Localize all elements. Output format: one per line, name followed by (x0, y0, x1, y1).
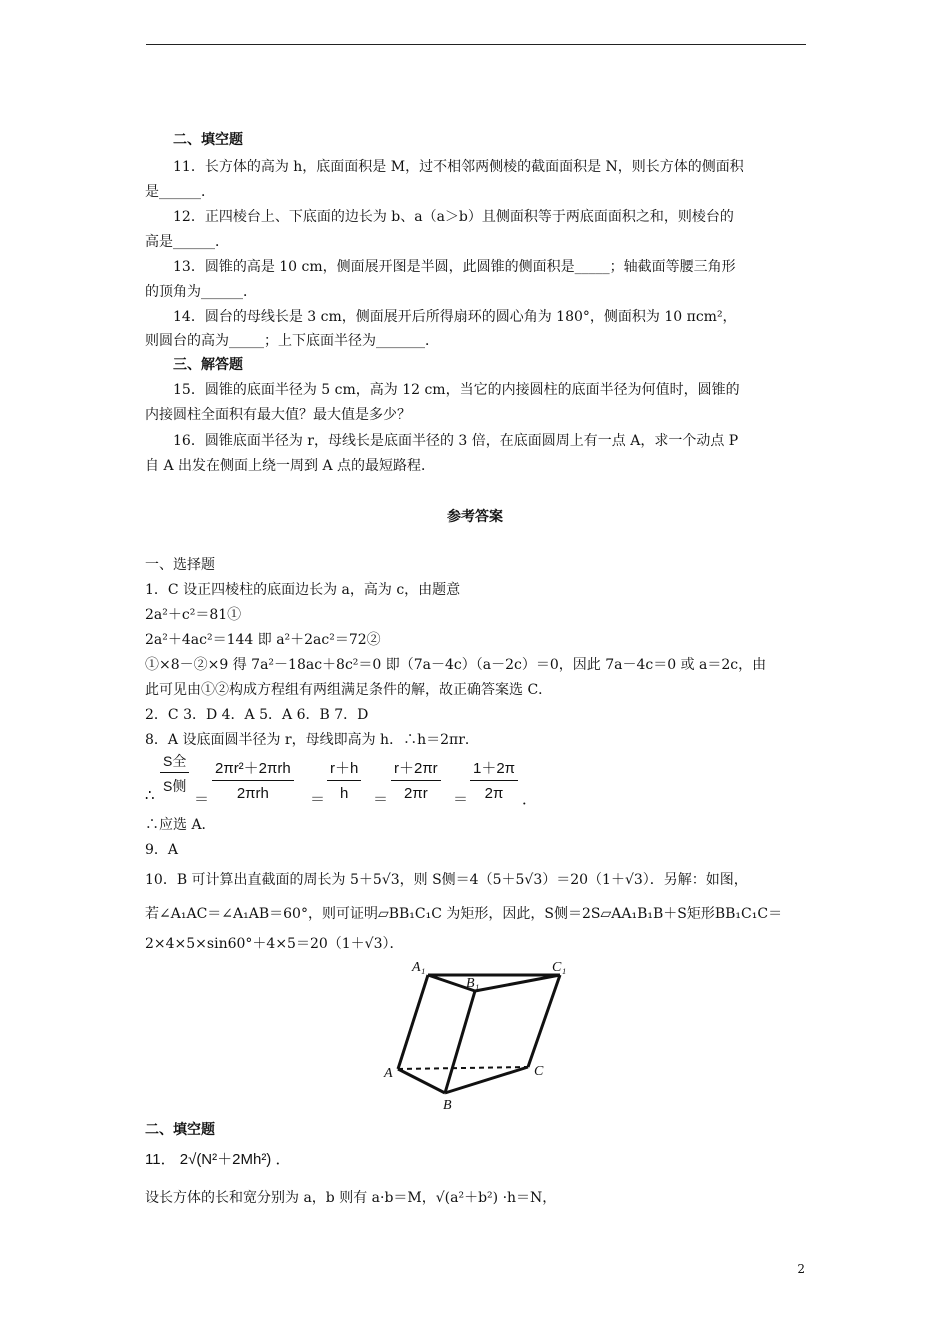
fraction-2 (212, 760, 294, 803)
fraction-5-numerator: 1＋2π (470, 760, 518, 781)
label-b1: B₁ (466, 976, 480, 991)
edge-b1-c1 (475, 975, 560, 991)
fraction-4-denominator: 2πr (404, 785, 428, 802)
label-b: B (443, 1098, 452, 1113)
answer-1-line1: 1．C 设正四棱柱的底面边长为 a，高为 c，由题意 (145, 582, 461, 598)
question-13-line2: 的顶角为______． (145, 284, 257, 300)
answer-1-line4: ①×8－②×9 得 7a²－18ac＋8c²＝0 即（7a－4c）（a－2c）＝0，因此 7a－4c＝0 或 a＝2c，由 (145, 657, 767, 673)
answer-9: 9．A (145, 842, 179, 858)
equals-sign-3: ＝ (373, 790, 389, 808)
section-title-solve: 三、解答题 (173, 357, 243, 373)
label-a1: A₁ (412, 960, 426, 975)
label-c1: C₁ (552, 960, 567, 975)
fraction-2-denominator: 2πrh (236, 785, 269, 802)
edge-c-c1 (528, 975, 560, 1067)
edge-a-c-hidden (398, 1067, 528, 1069)
answer-10-line2: 若∠A₁AC＝∠A₁AB＝60°，则可证明▱BB₁C₁C 为矩形，因此，S侧＝2S▱AA₁B₁B＋S矩形BB₁C₁C＝ (145, 906, 783, 922)
answer-1-line2: 2a²＋c²＝81① (145, 607, 242, 623)
fraction-4-numerator: r＋2πr (391, 760, 441, 781)
therefore-symbol: ∴ (145, 786, 155, 804)
fraction-2-numerator: 2πr²＋2πrh (212, 760, 294, 781)
edge-a-b (398, 1069, 445, 1093)
fraction-3-denominator: h (340, 785, 349, 802)
question-12-line1: 12．正四棱台上、下底面的边长为 b、a（a＞b）且侧面积等于两底面面积之和，则棱台的 (173, 209, 734, 225)
fraction-3 (327, 760, 361, 803)
equals-sign-4: ＝ (453, 790, 469, 808)
answer-11-explanation: 设长方体的长和宽分别为 a，b 则有 a·b＝M，√(a²＋b²) ·h＝N， (145, 1190, 557, 1206)
answers-2-to-7: 2．C 3．D 4．A 5．A 6．B 7．D (145, 707, 369, 723)
answer-11-formula: 11． 2√(N²＋2Mh²) ． (145, 1151, 291, 1168)
question-16-line2: 自 A 出发在侧面上绕一周到 A 点的最短路程． (145, 458, 436, 474)
question-14-line1: 14．圆台的母线长是 3 cm，侧面展开后所得扇环的圆心角为 180°，侧面积为 10 πcm²， (173, 309, 737, 325)
fraction-5 (470, 760, 518, 803)
answer-1-line5: 此可见由①②构成方程组有两组满足条件的解，故正确答案选 C． (145, 682, 553, 698)
equals-sign-2: ＝ (310, 790, 326, 808)
header-rule (146, 44, 806, 45)
fraction-line-end: ． (522, 790, 538, 808)
label-a: A (384, 1066, 393, 1081)
answer-1-line3: 2a²＋4ac²＝144 即 a²＋2ac²＝72② (145, 632, 381, 648)
label-c: C (534, 1064, 544, 1079)
section-title-fill-in: 二、填空题 (173, 132, 243, 148)
page-number: 2 (797, 1262, 805, 1276)
question-15-line1: 15．圆锥的底面半径为 5 cm，高为 12 cm，当它的内接圆柱的底面半径为何值时，圆锥的 (173, 382, 740, 398)
question-14-line2: 则圆台的高为_____；上下底面半径为_______． (145, 333, 439, 349)
fraction-4 (391, 760, 441, 803)
fraction-5-denominator: 2π (484, 785, 504, 802)
answer-8-line1: 8．A 设底面圆半径为 r，母线即高为 h．∴h＝2πr． (145, 732, 479, 748)
equals-sign-1: ＝ (194, 790, 210, 808)
question-12-line2: 高是______． (145, 234, 229, 250)
fraction-3-numerator: r＋h (327, 760, 361, 781)
fraction-area-ratio (160, 752, 189, 795)
answers-title: 参考答案 (447, 509, 503, 525)
prism-figure (380, 955, 580, 1115)
answer-10-line1: 10．B 可计算出直截面的周长为 5＋5√3，则 S侧＝4（5＋5√3）＝20（1＋√3）．另解：如图， (145, 872, 748, 888)
answer-10-line3: 2×4×5×sin60°＋4×5＝20（1＋√3）． (145, 936, 404, 952)
edge-b-b1 (445, 991, 475, 1093)
question-11-line1: 11．长方体的高为 h，底面面积是 M，过不相邻两侧棱的截面面积是 N，则长方体的侧面积 (173, 159, 744, 175)
fraction-1-denominator: S侧 (163, 778, 187, 794)
answer-8-conclusion: ∴应选 A． (145, 817, 216, 833)
answer-section-fill-in: 二、填空题 (145, 1122, 215, 1138)
question-15-line2: 内接圆柱全面积有最大值？最大值是多少？ (145, 407, 411, 423)
question-13-line1: 13．圆锥的高是 10 cm，侧面展开图是半圆，此圆锥的侧面积是_____；轴截面等腰三角形 (173, 259, 736, 275)
edge-a-a1 (398, 975, 428, 1069)
question-11-line2: 是______． (145, 184, 215, 200)
edge-b-c (445, 1067, 528, 1093)
answer-section-choice: 一、选择题 (145, 557, 215, 573)
question-16-line1: 16．圆锥底面半径为 r，母线长是底面半径的 3 倍，在底面圆周上有一点 A，求一个动点 P (173, 433, 739, 449)
fraction-1-numerator: S全 (160, 752, 189, 773)
